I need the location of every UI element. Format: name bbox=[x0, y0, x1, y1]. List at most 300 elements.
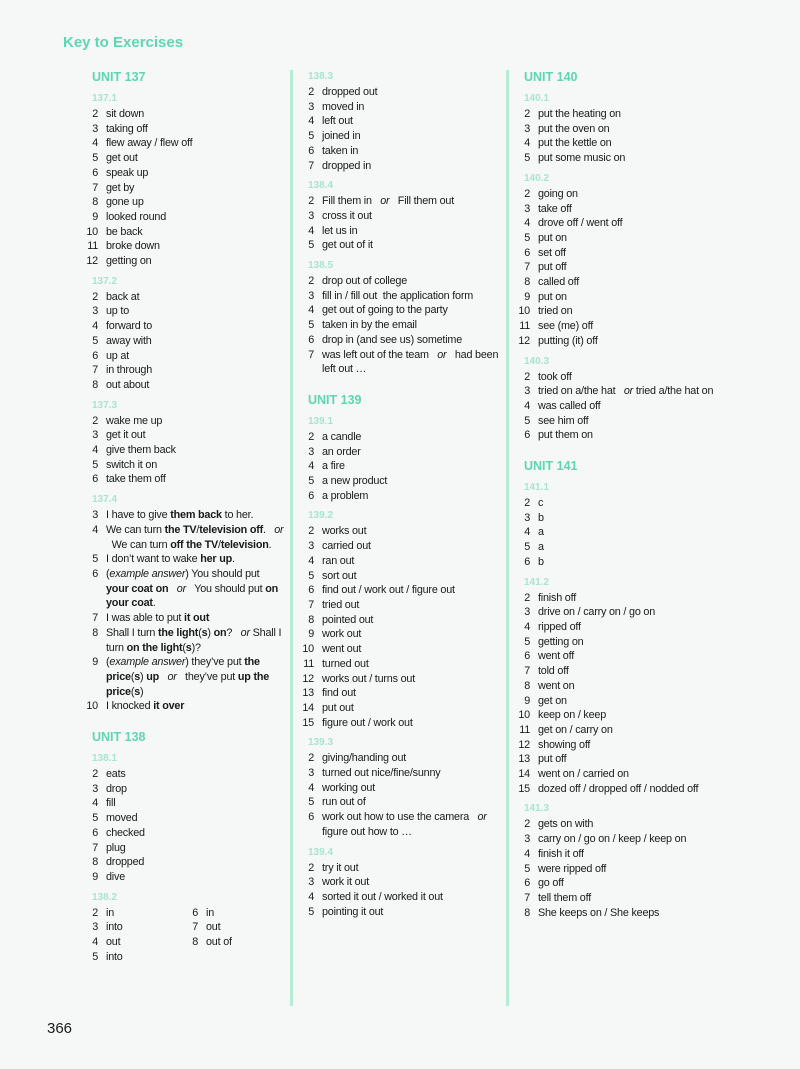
answer-text: went on / carried on bbox=[538, 768, 629, 781]
answer-number: 7 bbox=[92, 181, 98, 194]
answer-number: 2 bbox=[92, 768, 98, 781]
exercise-section bbox=[516, 802, 726, 920]
answer-item bbox=[300, 890, 500, 905]
answer-number: 7 bbox=[92, 364, 98, 377]
answer-number: 8 bbox=[92, 196, 98, 209]
answer-item bbox=[516, 525, 726, 540]
answer-number: 2 bbox=[308, 430, 314, 443]
answer-item bbox=[516, 664, 726, 679]
answer-item bbox=[300, 303, 500, 318]
answer-text: went on bbox=[538, 679, 575, 692]
answer-text: Fill them in or Fill them out bbox=[322, 195, 455, 208]
exercise-heading: 138.1 bbox=[92, 753, 118, 765]
answer-item bbox=[84, 552, 284, 567]
answer-item bbox=[300, 701, 500, 716]
answer-text: told off bbox=[538, 665, 569, 678]
answer-number: 5 bbox=[524, 414, 530, 427]
answer-number: 15 bbox=[518, 782, 530, 795]
answer-number: 2 bbox=[92, 108, 98, 120]
answer-text: a candle bbox=[322, 430, 362, 443]
answer-number: 10 bbox=[518, 709, 530, 722]
answer-item bbox=[84, 319, 284, 334]
answer-item bbox=[516, 679, 726, 694]
answer-number: 3 bbox=[308, 876, 314, 889]
answer-text: taken in by the email bbox=[322, 319, 417, 332]
exercise-section bbox=[516, 172, 726, 349]
answer-item bbox=[300, 459, 500, 474]
answer-item bbox=[84, 870, 284, 885]
exercise-section bbox=[84, 493, 284, 714]
answer-text: drive on / carry on / go on bbox=[538, 606, 656, 619]
exercise-heading: 139.4 bbox=[308, 846, 334, 858]
exercise-heading: 140.3 bbox=[524, 355, 550, 367]
answer-text: set off bbox=[538, 246, 566, 259]
answer-text: in through bbox=[106, 364, 153, 377]
answer-item bbox=[84, 304, 284, 319]
answer-number: 8 bbox=[192, 936, 198, 949]
answer-number: 3 bbox=[308, 445, 314, 458]
answer-text: back at bbox=[106, 290, 140, 303]
answer-text: went off bbox=[538, 650, 575, 663]
answer-text: be back bbox=[106, 225, 143, 238]
answer-item bbox=[84, 655, 284, 699]
answer-text: find out bbox=[322, 687, 356, 700]
answer-text: in bbox=[106, 906, 115, 919]
answer-number: 3 bbox=[308, 209, 314, 222]
exercise-heading: 138.4 bbox=[308, 180, 334, 192]
answer-number: 2 bbox=[308, 752, 314, 765]
answer-item bbox=[300, 875, 500, 890]
answer-list bbox=[516, 496, 726, 570]
answer-text: put on bbox=[538, 231, 567, 244]
answer-number: 5 bbox=[524, 231, 530, 244]
answer-item bbox=[84, 611, 284, 626]
answer-text: plug bbox=[106, 841, 126, 854]
answer-text: looked round bbox=[106, 210, 167, 223]
answer-item bbox=[300, 781, 500, 796]
answer-item bbox=[516, 428, 726, 443]
answer-text: get on bbox=[538, 694, 567, 707]
answer-text: give them back bbox=[106, 444, 176, 457]
answer-item bbox=[84, 349, 284, 364]
answer-text: dropped in bbox=[322, 159, 372, 172]
answer-item bbox=[84, 254, 284, 269]
answer-item bbox=[516, 319, 726, 334]
answer-text: pointed out bbox=[322, 613, 374, 626]
answer-number: 4 bbox=[92, 523, 98, 536]
answer-text: tried on bbox=[538, 305, 573, 318]
answer-list bbox=[84, 767, 284, 885]
answer-text: put them on bbox=[538, 429, 593, 442]
answer-number: 3 bbox=[524, 385, 530, 398]
answer-item bbox=[516, 620, 726, 635]
answer-text: took off bbox=[538, 370, 572, 383]
answer-item bbox=[516, 231, 726, 246]
answer-text: was left out of the team or had been left out … bbox=[322, 348, 499, 376]
answer-item bbox=[84, 920, 184, 935]
answer-number: 6 bbox=[524, 877, 530, 890]
answer-number: 2 bbox=[308, 195, 314, 208]
answer-text: put on bbox=[538, 290, 567, 303]
answer-item bbox=[300, 348, 500, 377]
answer-item bbox=[300, 144, 500, 159]
answer-item bbox=[84, 151, 284, 166]
unit-heading: UNIT 138 bbox=[92, 730, 146, 745]
column-2 bbox=[300, 70, 500, 925]
answer-text: finish off bbox=[538, 591, 577, 604]
answer-number: 3 bbox=[308, 289, 314, 302]
answer-item bbox=[516, 847, 726, 862]
answer-text: wake me up bbox=[106, 414, 163, 427]
answer-text: keep on / keep bbox=[538, 709, 607, 722]
answer-text: b bbox=[538, 511, 544, 524]
answer-text: out bbox=[206, 921, 221, 934]
answer-item bbox=[84, 181, 284, 196]
answer-item bbox=[516, 752, 726, 767]
answer-item bbox=[300, 489, 500, 504]
answer-text: taken in bbox=[322, 144, 359, 157]
answer-text: dropped out bbox=[322, 86, 378, 98]
answer-text: tried out bbox=[322, 598, 360, 611]
answer-text: a problem bbox=[322, 489, 369, 502]
section-spacer bbox=[84, 720, 284, 730]
answer-text: a fire bbox=[322, 460, 345, 473]
answer-item bbox=[516, 107, 726, 122]
answer-item bbox=[300, 524, 500, 539]
answer-number: 6 bbox=[308, 811, 314, 824]
answer-text: put the kettle on bbox=[538, 137, 612, 150]
answer-item bbox=[516, 767, 726, 782]
answer-item bbox=[84, 567, 284, 611]
answer-item bbox=[516, 906, 726, 921]
answer-text: cross it out bbox=[322, 209, 372, 222]
answer-item bbox=[516, 876, 726, 891]
answer-text: switch it on bbox=[106, 458, 158, 471]
answer-text: get out of going to the party bbox=[322, 304, 448, 317]
unit-heading: UNIT 137 bbox=[92, 70, 146, 84]
answer-text: dozed off / dropped off / nodded off bbox=[538, 782, 699, 795]
answer-item bbox=[300, 430, 500, 445]
answer-item bbox=[516, 304, 726, 319]
answer-item bbox=[300, 159, 500, 174]
answer-number: 7 bbox=[524, 261, 530, 274]
answer-number: 8 bbox=[92, 378, 98, 391]
answer-text: out bbox=[106, 936, 121, 949]
answer-text: get out of it bbox=[322, 239, 373, 252]
answer-text: into bbox=[106, 950, 123, 963]
answer-number: 5 bbox=[308, 239, 314, 252]
answer-item bbox=[300, 209, 500, 224]
answer-text: take them off bbox=[106, 473, 166, 486]
answer-text: run out of bbox=[322, 796, 366, 809]
answer-number: 6 bbox=[92, 349, 98, 362]
answer-number: 4 bbox=[308, 304, 314, 317]
answer-number: 3 bbox=[92, 429, 98, 442]
answer-text: tell them off bbox=[538, 891, 592, 904]
answer-text: carried out bbox=[322, 540, 371, 553]
answer-number: 3 bbox=[92, 509, 98, 522]
answer-text: try it out bbox=[322, 861, 359, 874]
answer-text: called off bbox=[538, 276, 580, 289]
answer-text: sorted it out / worked it out bbox=[322, 890, 443, 903]
answer-number: 11 bbox=[519, 320, 530, 333]
answer-text: put off bbox=[538, 753, 567, 766]
answer-item bbox=[516, 817, 726, 832]
answer-text: moved bbox=[106, 812, 138, 825]
answer-number: 4 bbox=[308, 460, 314, 473]
exercise-section bbox=[300, 70, 500, 173]
answer-number: 2 bbox=[92, 290, 98, 303]
answer-number: 7 bbox=[308, 348, 314, 361]
answer-text: I knocked it over bbox=[106, 700, 185, 713]
answer-item bbox=[184, 920, 284, 935]
answer-item bbox=[300, 539, 500, 554]
answer-item bbox=[300, 583, 500, 598]
answer-item bbox=[300, 289, 500, 304]
answer-number: 5 bbox=[308, 475, 314, 488]
answer-text: turned out nice/fine/sunny bbox=[322, 767, 441, 780]
answer-text: finish it off bbox=[538, 847, 584, 860]
answer-text: put the oven on bbox=[538, 122, 610, 135]
answer-number: 4 bbox=[92, 320, 98, 333]
exercise-heading: 139.1 bbox=[308, 415, 334, 427]
answer-text: let us in bbox=[322, 224, 358, 237]
answer-number: 6 bbox=[308, 489, 314, 502]
answer-number: 3 bbox=[524, 606, 530, 619]
answer-number: 4 bbox=[524, 137, 530, 150]
section-spacer bbox=[300, 383, 500, 393]
exercise-heading: 137.2 bbox=[92, 275, 118, 287]
answer-item bbox=[84, 935, 184, 950]
answer-text: giving/handing out bbox=[322, 752, 407, 765]
exercise-section bbox=[84, 92, 284, 269]
answer-number: 2 bbox=[524, 108, 530, 120]
answer-item bbox=[300, 333, 500, 348]
answer-number: 6 bbox=[192, 906, 198, 919]
answer-number: 2 bbox=[308, 275, 314, 288]
answer-item bbox=[300, 905, 500, 920]
answer-number: 9 bbox=[524, 290, 530, 303]
answer-item bbox=[300, 642, 500, 657]
answer-item bbox=[516, 334, 726, 349]
answer-number: 3 bbox=[92, 122, 98, 135]
answer-item bbox=[84, 225, 284, 240]
answer-number: 11 bbox=[87, 240, 98, 253]
answer-text: speak up bbox=[106, 166, 149, 179]
answer-number: 5 bbox=[92, 553, 98, 566]
answer-number: 10 bbox=[518, 305, 530, 318]
answer-number: 7 bbox=[524, 665, 530, 678]
answer-text: a new product bbox=[322, 475, 388, 488]
answer-text: get it out bbox=[106, 429, 146, 442]
answer-list bbox=[300, 524, 500, 730]
answer-item bbox=[84, 122, 284, 137]
answer-text: b bbox=[538, 555, 544, 568]
answer-item bbox=[516, 891, 726, 906]
answer-text: drove off / went off bbox=[538, 217, 623, 230]
answer-number: 2 bbox=[308, 861, 314, 874]
answer-item bbox=[84, 472, 284, 487]
answer-number: 8 bbox=[524, 276, 530, 289]
answer-text: take off bbox=[538, 202, 572, 215]
answer-item bbox=[516, 151, 726, 166]
exercise-heading: 138.5 bbox=[308, 260, 334, 272]
answer-number: 3 bbox=[524, 122, 530, 135]
answer-text: go off bbox=[538, 877, 564, 890]
answer-number: 3 bbox=[308, 540, 314, 553]
answer-item bbox=[84, 841, 284, 856]
answer-text: away with bbox=[106, 334, 152, 347]
answer-item bbox=[84, 290, 284, 305]
answer-item bbox=[516, 832, 726, 847]
answer-number: 7 bbox=[524, 891, 530, 904]
exercise-heading: 137.4 bbox=[92, 494, 118, 506]
answer-list bbox=[516, 370, 726, 444]
answer-number: 2 bbox=[524, 370, 530, 383]
answer-item bbox=[84, 826, 284, 841]
exercise-section bbox=[516, 576, 726, 797]
answer-item bbox=[84, 378, 284, 393]
answer-list bbox=[300, 861, 500, 920]
exercise-section bbox=[516, 92, 726, 166]
answer-number: 7 bbox=[92, 841, 98, 854]
answer-number: 3 bbox=[308, 100, 314, 113]
answer-list bbox=[300, 751, 500, 839]
answer-number: 5 bbox=[92, 950, 98, 963]
answer-number: 8 bbox=[524, 906, 530, 919]
answer-text: work out how to use the camera or figure out how to … bbox=[322, 811, 487, 838]
answer-item bbox=[300, 114, 500, 129]
answer-item bbox=[84, 906, 184, 921]
answer-item bbox=[516, 275, 726, 290]
exercise-section bbox=[84, 891, 284, 965]
column-divider bbox=[506, 70, 509, 1006]
answer-number: 5 bbox=[524, 635, 530, 648]
answer-number: 6 bbox=[524, 650, 530, 663]
answer-list bbox=[516, 591, 726, 797]
answer-number: 5 bbox=[308, 905, 314, 918]
answer-item bbox=[516, 370, 726, 385]
answer-text: I have to give them back to her. bbox=[106, 509, 254, 522]
answer-number: 9 bbox=[308, 628, 314, 641]
answer-item bbox=[516, 216, 726, 231]
answer-number: 3 bbox=[92, 921, 98, 934]
answer-number: 4 bbox=[308, 781, 314, 794]
answer-text: left out bbox=[322, 115, 353, 128]
answer-number: 4 bbox=[308, 224, 314, 237]
answer-item bbox=[300, 129, 500, 144]
answer-item bbox=[84, 950, 184, 965]
page-header: Key to Exercises bbox=[63, 34, 184, 51]
answer-text: (example answer) You should put your coat on or You should put on your coat. bbox=[106, 567, 279, 610]
answer-item bbox=[300, 318, 500, 333]
answer-number: 3 bbox=[524, 511, 530, 524]
answer-number: 3 bbox=[92, 305, 98, 318]
answer-text: put the heating on bbox=[538, 108, 621, 120]
answer-item bbox=[300, 554, 500, 569]
answer-item bbox=[516, 136, 726, 151]
answer-item bbox=[300, 861, 500, 876]
answer-item bbox=[300, 274, 500, 289]
answer-text: put off bbox=[538, 261, 567, 274]
answer-item bbox=[516, 738, 726, 753]
answer-list bbox=[84, 107, 284, 269]
answer-number: 4 bbox=[92, 797, 98, 810]
answer-item bbox=[300, 795, 500, 810]
answer-list bbox=[84, 906, 284, 965]
answer-item bbox=[516, 260, 726, 275]
answer-number: 8 bbox=[92, 626, 98, 639]
answer-number: 10 bbox=[86, 225, 98, 238]
answer-text: Shall I turn the light(s) on? or Shall I turn on the light(s)? bbox=[106, 626, 282, 654]
answer-text: getting on bbox=[538, 635, 584, 648]
answer-item bbox=[516, 399, 726, 414]
unit-heading: UNIT 140 bbox=[524, 70, 578, 84]
answer-number: 5 bbox=[308, 569, 314, 582]
answer-text: I don’t want to wake her up. bbox=[106, 553, 235, 566]
answer-number: 9 bbox=[524, 694, 530, 707]
answer-list bbox=[84, 414, 284, 488]
answer-number: 6 bbox=[524, 429, 530, 442]
answer-text: broke down bbox=[106, 240, 160, 253]
answer-number: 7 bbox=[308, 159, 314, 172]
answer-text: were ripped off bbox=[538, 862, 607, 875]
answer-number: 4 bbox=[524, 217, 530, 230]
answer-number: 4 bbox=[524, 399, 530, 412]
answer-number: 3 bbox=[308, 767, 314, 780]
answer-number: 14 bbox=[518, 768, 530, 781]
answer-text: see him off bbox=[538, 414, 589, 427]
answer-number: 2 bbox=[92, 414, 98, 427]
exercise-section bbox=[300, 259, 500, 377]
answer-text: sit down bbox=[106, 108, 145, 120]
answer-number: 6 bbox=[524, 555, 530, 568]
answer-item bbox=[516, 708, 726, 723]
answer-number: 10 bbox=[86, 700, 98, 713]
answer-text: She keeps on / She keeps bbox=[538, 906, 660, 919]
column-3 bbox=[516, 70, 726, 926]
answer-number: 5 bbox=[92, 458, 98, 471]
answer-text: get out bbox=[106, 152, 138, 165]
answer-text: We can turn the TV/television off. or We can turn off the TV/television. bbox=[106, 523, 284, 551]
answer-text: c bbox=[538, 497, 544, 510]
answer-text: works out / turns out bbox=[322, 672, 416, 685]
exercise-heading: 141.1 bbox=[524, 482, 550, 494]
answer-number: 5 bbox=[524, 152, 530, 165]
answer-text: drop in (and see us) sometime bbox=[322, 333, 463, 346]
answer-number: 5 bbox=[308, 796, 314, 809]
answer-text: fill in / fill out the application form bbox=[322, 289, 474, 302]
answer-text: joined in bbox=[322, 130, 361, 143]
answer-text: out of bbox=[206, 936, 232, 949]
answer-number: 10 bbox=[302, 643, 314, 656]
answer-text: (example answer) they’ve put the price(s) up or they’ve put up the price(s) bbox=[106, 656, 270, 698]
answer-list bbox=[300, 430, 500, 504]
answer-item bbox=[516, 414, 726, 429]
answer-number: 6 bbox=[92, 826, 98, 839]
answer-number: 12 bbox=[86, 255, 98, 268]
answer-number: 4 bbox=[524, 526, 530, 539]
answer-text: ran out bbox=[322, 554, 355, 567]
answer-text: dropped bbox=[106, 856, 145, 869]
answer-number: 5 bbox=[308, 130, 314, 143]
answer-item bbox=[516, 246, 726, 261]
answer-item bbox=[300, 474, 500, 489]
answer-number: 2 bbox=[92, 906, 98, 919]
exercise-section bbox=[300, 509, 500, 730]
answer-item bbox=[184, 906, 284, 921]
answer-item bbox=[516, 694, 726, 709]
